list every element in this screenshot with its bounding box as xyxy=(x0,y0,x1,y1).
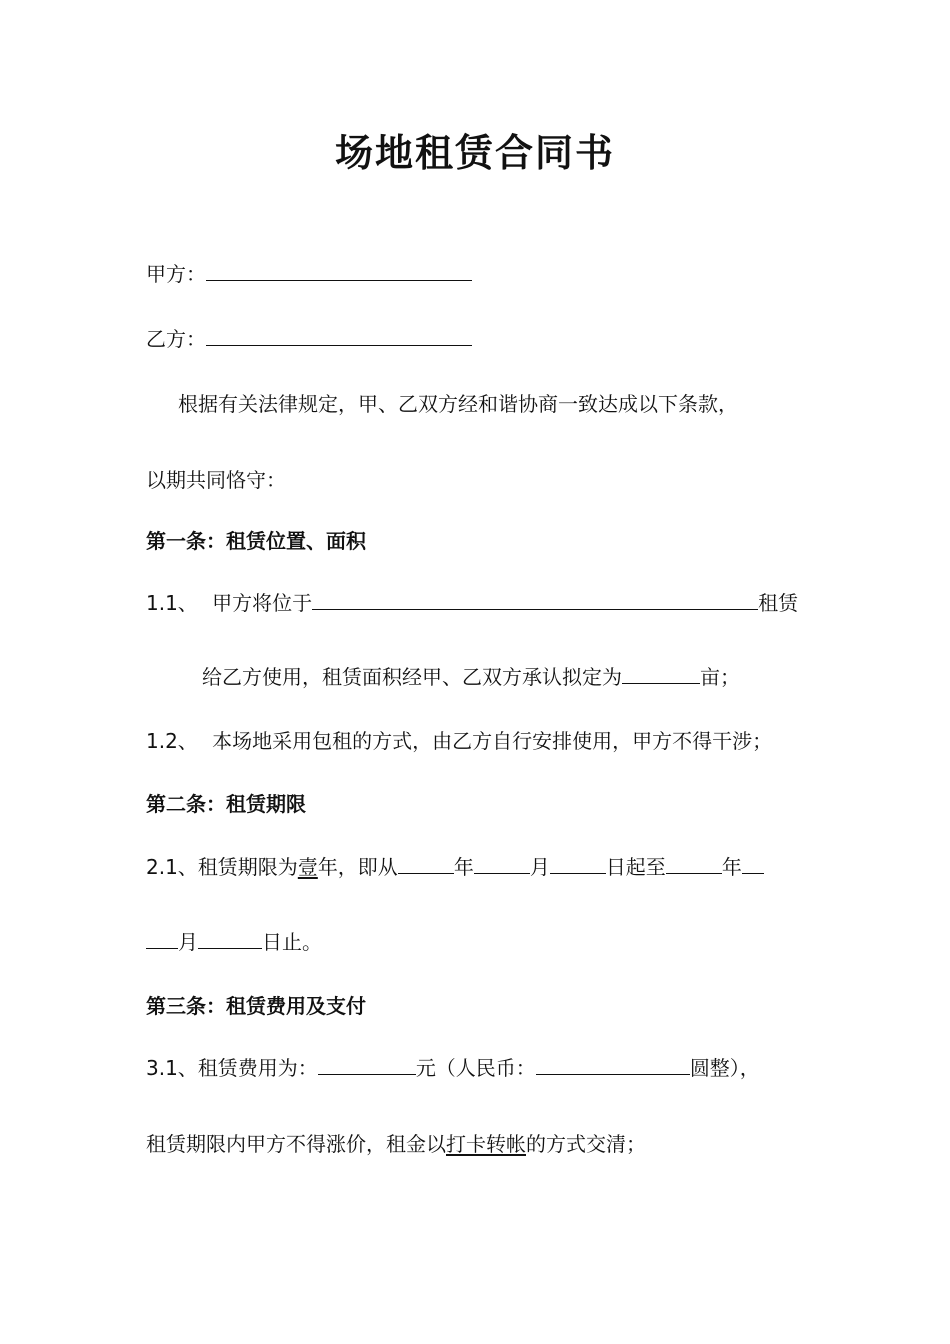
article-2-heading: 第二条：租赁期限 xyxy=(146,792,306,816)
article-2-item-1 xyxy=(146,853,764,881)
rent-amount-blank xyxy=(318,1054,416,1075)
item-text: 甲方将位于 xyxy=(212,591,313,615)
end-day-blank xyxy=(198,928,262,949)
item-text: 的方式交清； xyxy=(526,1132,646,1156)
article-1-item-2 xyxy=(146,727,772,755)
payment-method: 打卡转帐 xyxy=(446,1132,526,1156)
article-1-item-1-cont xyxy=(202,663,740,691)
rent-words-blank xyxy=(536,1054,690,1075)
article-1-heading: 第一条：租赁位置、面积 xyxy=(146,529,366,553)
party-b-line xyxy=(146,325,472,353)
item-text: 年 xyxy=(453,855,474,879)
item-text: 本场地采用包租的方式，由乙方自行安排使用，甲方不得干涉； xyxy=(212,729,773,753)
party-a-label: 甲方： xyxy=(146,262,206,286)
article-3-item-1-cont xyxy=(146,1130,646,1158)
article-3-heading: 第三条：租赁费用及支付 xyxy=(146,994,366,1018)
item-text: 年，即从 xyxy=(317,855,398,879)
item-text: 给乙方使用，租赁面积经甲、乙双方承认拟定为 xyxy=(202,665,622,689)
item-text: 亩； xyxy=(700,665,740,689)
item-text: 日起至 xyxy=(605,855,666,879)
item-text: 租赁期限为 xyxy=(197,855,298,879)
item-text: 月 xyxy=(529,855,550,879)
item-text: 租赁费用为： xyxy=(197,1056,318,1080)
item-text: 租赁 xyxy=(758,591,799,615)
party-a-line xyxy=(146,260,472,288)
location-blank xyxy=(312,589,758,610)
item-number: 1.1、 xyxy=(146,591,198,615)
party-b-blank xyxy=(206,325,472,346)
end-month-blank-a xyxy=(742,853,764,874)
item-text: 年 xyxy=(721,855,742,879)
party-b-label: 乙方： xyxy=(146,327,206,351)
item-text: 元（人民币： xyxy=(415,1056,536,1080)
article-3-item-1 xyxy=(146,1054,760,1082)
item-number: 3.1、 xyxy=(146,1056,198,1080)
area-blank xyxy=(622,663,700,684)
item-number: 1.2、 xyxy=(146,729,198,753)
end-year-blank xyxy=(666,853,722,874)
item-text: 日止。 xyxy=(262,930,322,954)
article-1-item-1 xyxy=(146,589,798,617)
start-month-blank xyxy=(474,853,530,874)
item-number: 2.1、 xyxy=(146,855,198,879)
intro-line-1: 根据有关法律规定，甲、乙双方经和谐协商一致达成以下条款， xyxy=(178,392,738,416)
end-month-blank-b xyxy=(146,928,178,949)
item-text: 圆整）， xyxy=(689,1056,760,1080)
article-2-item-1-cont xyxy=(146,928,322,956)
party-a-blank xyxy=(206,260,472,281)
term-years: 壹 xyxy=(297,855,318,879)
start-year-blank xyxy=(398,853,454,874)
document-title: 场地租赁合同书 xyxy=(334,130,615,175)
intro-line-2: 以期共同恪守： xyxy=(146,468,286,492)
start-day-blank xyxy=(550,853,606,874)
item-text: 租赁期限内甲方不得涨价，租金以 xyxy=(146,1132,446,1156)
item-text: 月 xyxy=(178,930,198,954)
